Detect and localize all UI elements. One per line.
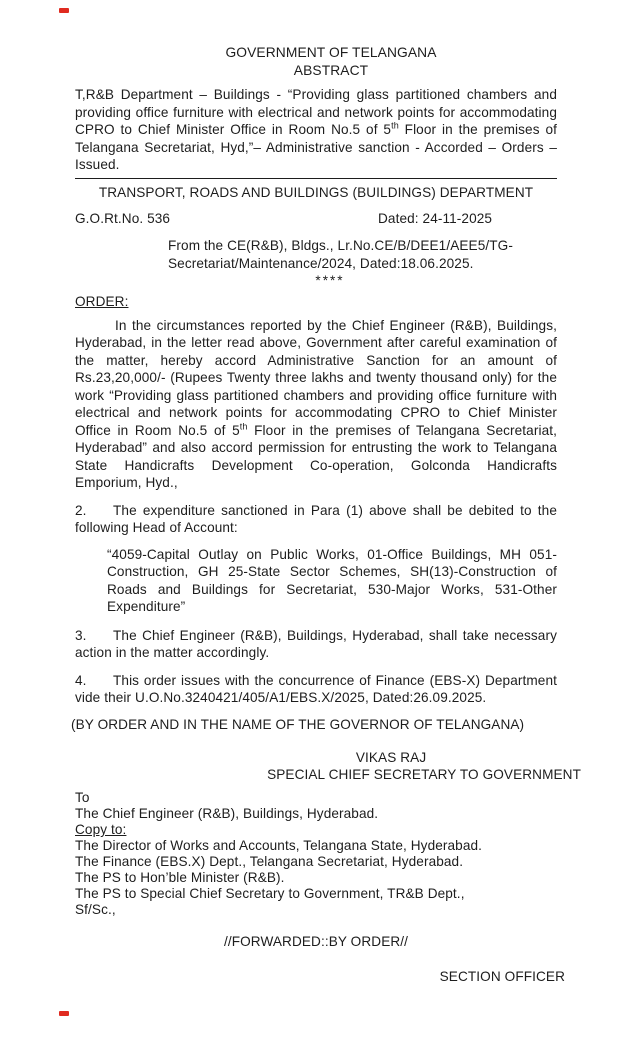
by-order-line: (BY ORDER AND IN THE NAME OF THE GOVERNOR OF TELANGANA) — [71, 716, 525, 732]
horizontal-rule — [75, 178, 557, 179]
head-of-account-quote: “4059-Capital Outlay on Public Works, 01-Office Buildings, MH 051-Construction, GH 25-State Sector Schemes, SH(13)-Construction of Roads and Buildings for Secretariat, 530-Major Works, 531-Other Expenditure” — [107, 546, 557, 614]
stars-separator: **** — [315, 273, 345, 288]
to-block — [75, 790, 557, 822]
copy-to-label-text: Copy to: — [75, 822, 127, 837]
copy-line: The Finance (EBS.X) Dept., Telangana Secretariat, Hyderabad. — [75, 854, 464, 869]
reference-line-1: From the CE(R&B), Bldgs., Lr.No.CE/B/DEE1/AEE5/TG- — [168, 238, 513, 253]
paragraph-number: 3. — [75, 627, 87, 643]
order-paragraph-3 — [75, 627, 557, 662]
signatory-name: VIKAS RAJ — [355, 750, 427, 765]
paragraph-number: 4. — [75, 672, 87, 688]
to-addressee: The Chief Engineer (R&B), Buildings, Hyderabad. — [75, 806, 379, 821]
superscript-th: th — [239, 420, 248, 431]
order-paragraph-2-text: The expenditure sanctioned in Para (1) above shall be debited to the following Head of Account: — [75, 502, 557, 535]
go-number-line — [75, 210, 557, 228]
department-heading: TRANSPORT, ROADS AND BUILDINGS (BUILDINGS) DEPARTMENT — [98, 184, 534, 200]
copy-line: The Director of Works and Accounts, Telangana State, Hyderabad. — [75, 838, 483, 853]
order-heading — [75, 293, 557, 311]
section-officer-line: SECTION OFFICER — [439, 968, 565, 984]
red-annotation-mark-top — [59, 8, 69, 13]
signature-block — [267, 750, 581, 783]
copy-line: Sf/Sc., — [75, 902, 116, 917]
order-paragraph-4 — [75, 672, 557, 707]
forwarded-line: //FORWARDED::BY ORDER// — [223, 934, 409, 949]
abstract-text-1: T,R&B Department – Buildings - “Providing glass partitioned chambers and providing office furniture with electrical and network points for accommodating CPRO to Chief Minister Office in Room No.5 of 5 — [75, 87, 557, 137]
copy-line: The PS to Hon’ble Minister (R&B). — [75, 870, 285, 885]
document-title: GOVERNMENT OF TELANGANA — [225, 45, 437, 60]
reference-block — [168, 237, 557, 272]
abstract-heading: ABSTRACT — [293, 62, 369, 78]
order-paragraph-4-text: This order issues with the concurrence of Finance (EBS-X) Department vide their U.O.No.3240421/405/A1/EBS.X/2025, Dated:26.09.2025. — [75, 672, 557, 705]
paragraph-number: 2. — [75, 502, 87, 518]
abstract-paragraph — [75, 86, 557, 174]
superscript-th: th — [391, 120, 399, 131]
go-number: G.O.Rt.No. 536 — [75, 211, 171, 226]
red-annotation-mark-bottom — [59, 1011, 69, 1016]
copy-to-label — [75, 822, 557, 838]
order-paragraph-2 — [75, 502, 557, 537]
reference-line-2: Secretariat/Maintenance/2024, Dated:18.06.2025. — [168, 255, 474, 271]
to-label: To — [75, 790, 90, 805]
order-paragraph-3-text: The Chief Engineer (R&B), Buildings, Hyderabad, shall take necessary action in the matter accordingly. — [75, 627, 557, 660]
signatory-designation: SPECIAL CHIEF SECRETARY TO GOVERNMENT — [267, 766, 581, 782]
abstract-text-2: Floor in the premises of Telangana Secretariat, Hyd,”– Administrative sanction - Accorded – Orders – Issued. — [75, 122, 557, 172]
copy-line: The PS to Special Chief Secretary to Government, TR&B Dept., — [75, 886, 465, 901]
order-paragraph-1-text-2: Floor in the premises of Telangana Secretariat, Hyderabad” and also accord permission for entrusting the work to Telangana State Handicrafts Development Co-operation, Golconda Handicrafts Emporium, Hyd., — [75, 422, 557, 490]
copy-to-block — [75, 822, 557, 918]
order-paragraph-1-text-1: In the circumstances reported by the Chief Engineer (R&B), Buildings, Hyderabad, in the letter read above, Government after careful examination of the matter, hereby accord Administrative Sanction for an amount of Rs.23,20,000/- (Rupees Twenty three lakhs and twenty thousand only) for the work “Providing glass partitioned chambers and providing office furniture with electrical and network points for accommodating CPRO to Chief Minister Office in Room No.5 of 5 — [75, 317, 557, 438]
order-heading-text: ORDER: — [75, 294, 129, 309]
order-paragraph-1 — [75, 317, 557, 492]
go-date: Dated: 24-11-2025 — [378, 211, 493, 226]
